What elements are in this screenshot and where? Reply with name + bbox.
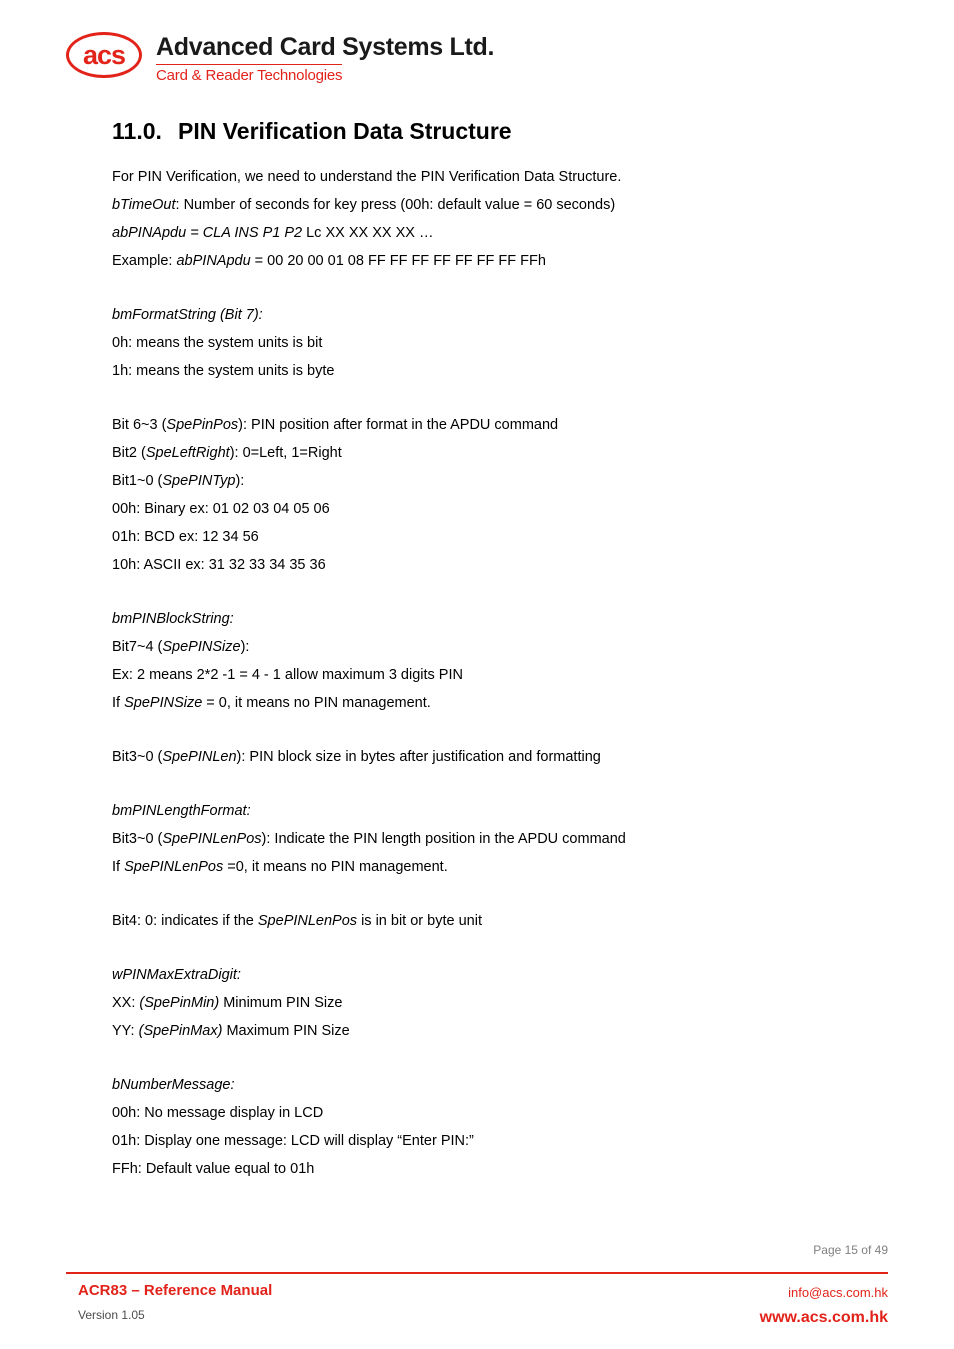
paragraph-block bbox=[112, 743, 832, 771]
paragraph-block bbox=[112, 797, 832, 881]
text-line: wPINMaxExtraDigit: bbox=[112, 967, 241, 983]
spacer bbox=[112, 935, 832, 961]
document-content bbox=[112, 118, 832, 1183]
paragraph-block bbox=[112, 1071, 832, 1183]
text-line: 0h: means the system units is bit bbox=[112, 335, 323, 351]
text-line: Bit4: 0: indicates if the SpePINLenPos is in bit or byte unit bbox=[112, 913, 482, 929]
text-line: 00h: No message display in LCD bbox=[112, 1105, 324, 1121]
text-line: 01h: Display one message: LCD will display “Enter PIN:” bbox=[112, 1133, 474, 1149]
text-line: bmPINLengthFormat: bbox=[112, 803, 251, 819]
spacer bbox=[112, 385, 832, 411]
paragraph-block bbox=[112, 907, 832, 935]
company-branding bbox=[156, 32, 494, 85]
spacer bbox=[112, 1045, 832, 1071]
paragraph-block bbox=[112, 301, 832, 385]
page-title bbox=[112, 118, 832, 145]
page-header bbox=[66, 32, 494, 85]
company-name: Advanced Card Systems Ltd. bbox=[156, 33, 495, 61]
text-line: For PIN Verification, we need to understand the PIN Verification Data Structure. bbox=[112, 169, 622, 185]
paragraph-block bbox=[112, 961, 832, 1045]
document-version: Version 1.05 bbox=[78, 1308, 145, 1322]
footer-divider bbox=[66, 1272, 888, 1274]
company-website[interactable]: www.acs.com.hk bbox=[759, 1309, 888, 1326]
footer-right bbox=[760, 1283, 888, 1329]
text-line: 01h: BCD ex: 12 34 56 bbox=[112, 529, 259, 545]
text-line: If SpePINSize = 0, it means no PIN management. bbox=[112, 695, 431, 711]
text-line: Bit2 (SpeLeftRight): 0=Left, 1=Right bbox=[112, 445, 342, 461]
text-line: Bit7~4 (SpePINSize): bbox=[112, 639, 250, 655]
text-line: abPINApdu = CLA INS P1 P2 Lc XX XX XX XX … bbox=[112, 225, 434, 241]
acs-logo-icon bbox=[66, 32, 142, 78]
text-line: Bit3~0 (SpePINLen): PIN block size in bytes after justification and formatting bbox=[112, 749, 601, 765]
spacer bbox=[112, 771, 832, 797]
text-line: YY: (SpePinMax) Maximum PIN Size bbox=[112, 1023, 350, 1039]
text-line: bTimeOut: Number of seconds for key press (00h: default value = 60 seconds) bbox=[112, 197, 616, 213]
text-line: 10h: ASCII ex: 31 32 33 34 35 36 bbox=[112, 557, 326, 573]
text-line: XX: (SpePinMin) Minimum PIN Size bbox=[112, 995, 343, 1011]
spacer bbox=[112, 881, 832, 907]
text-line: If SpePINLenPos =0, it means no PIN management. bbox=[112, 859, 448, 875]
text-line: bmFormatString (Bit 7): bbox=[112, 307, 263, 323]
section-number: 11.0. bbox=[112, 118, 162, 144]
text-line: 00h: Binary ex: 01 02 03 04 05 06 bbox=[112, 501, 330, 517]
text-line: bNumberMessage: bbox=[112, 1077, 235, 1093]
text-line: bmPINBlockString: bbox=[112, 611, 234, 627]
text-line: Bit1~0 (SpePINTyp): bbox=[112, 473, 245, 489]
text-line: Ex: 2 means 2*2 -1 = 4 - 1 allow maximum 3 digits PIN bbox=[112, 667, 463, 683]
spacer bbox=[112, 579, 832, 605]
text-line: Example: abPINApdu = 00 20 00 01 08 FF FF FF FF FF FF FF FFh bbox=[112, 253, 546, 269]
paragraph-block bbox=[112, 411, 832, 579]
acs-logo-text: acs bbox=[82, 39, 126, 70]
paragraph-block bbox=[112, 163, 832, 275]
footer-left bbox=[78, 1281, 272, 1325]
manual-title: ACR83 – Reference Manual bbox=[78, 1282, 273, 1299]
paragraph-block bbox=[112, 605, 832, 717]
text-line: Bit3~0 (SpePINLenPos): Indicate the PIN length position in the APDU command bbox=[112, 831, 626, 847]
section-title: PIN Verification Data Structure bbox=[178, 118, 512, 144]
company-tagline: Card & Reader Technologies bbox=[156, 64, 342, 84]
page-number: Page 15 of 49 bbox=[813, 1243, 888, 1257]
text-line: FFh: Default value equal to 01h bbox=[112, 1161, 315, 1177]
text-line: Bit 6~3 (SpePinPos): PIN position after format in the APDU command bbox=[112, 417, 559, 433]
spacer bbox=[112, 717, 832, 743]
spacer bbox=[112, 275, 832, 301]
contact-email[interactable]: info@acs.com.hk bbox=[788, 1285, 888, 1300]
text-line: 1h: means the system units is byte bbox=[112, 363, 335, 379]
